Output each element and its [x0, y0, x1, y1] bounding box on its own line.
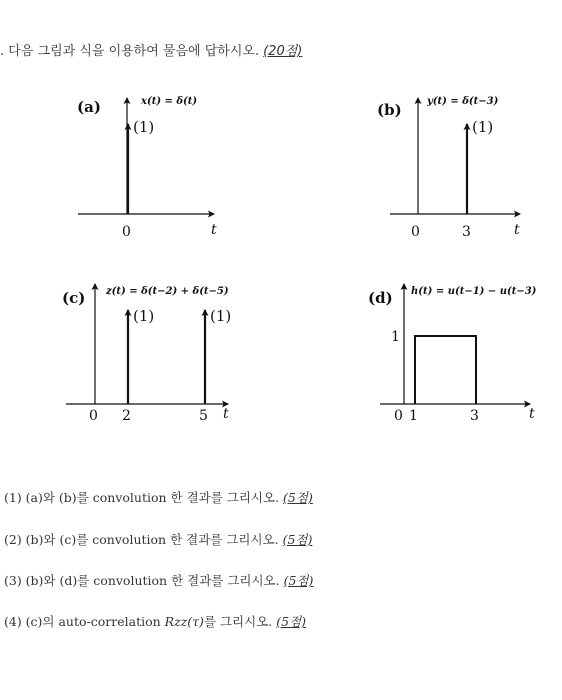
panel-d-axis-var: t: [529, 406, 535, 422]
panel-d-rectangular-pulse: [415, 336, 476, 404]
question-3: [4, 571, 313, 589]
question-3-text: (3) (b)와 (d)를 convolution 한 결과를 그리시오.: [4, 573, 280, 588]
panel-d-level-label: 1: [391, 329, 400, 345]
problem-header-text: . 다음 그림과 식을 이용하여 물음에 답하시오.: [0, 44, 260, 59]
panel-d-label: (d): [368, 289, 393, 307]
question-1: [4, 488, 313, 506]
question-4-prefix: (4) (c)의 auto-correlation: [4, 614, 161, 629]
panel-d-equation: h(t) = u(t−1) − u(t−3): [411, 286, 537, 297]
panel-d-tick-1: 1: [409, 408, 418, 424]
question-4-symbol: Rzz(τ): [164, 614, 204, 629]
panel-b-impulse-label: (1): [472, 118, 494, 136]
question-2-points: (5점): [282, 532, 313, 547]
panel-c-tick-0: 0: [89, 408, 98, 424]
panel-a-tick-0: 0: [122, 224, 131, 240]
question-2: [4, 530, 312, 548]
question-4-points: (5점): [276, 614, 307, 629]
panel-c-label: (c): [62, 289, 86, 307]
panel-b-tick-3: 3: [462, 224, 471, 240]
question-3-points: (5점): [283, 573, 314, 588]
panel-c-tick-5: 5: [199, 408, 208, 424]
panel-c-equation: z(t) = δ(t−2) + δ(t−5): [106, 286, 229, 297]
panel-d-tick-0: 0: [394, 408, 403, 424]
panel-c-impulse-label-2: (1): [210, 307, 232, 325]
question-2-text: (2) (b)와 (c)를 convolution 한 결과를 그리시오.: [4, 532, 279, 547]
panel-c-impulse-label-1: (1): [133, 307, 155, 325]
panel-c-axis-var: t: [223, 406, 229, 422]
panel-b: [377, 96, 520, 240]
panel-a-axis-var: t: [211, 222, 217, 238]
panel-a-equation: x(t) = δ(t): [141, 96, 198, 107]
panel-d: [368, 284, 537, 424]
panel-a-impulse-label: (1): [133, 118, 155, 136]
panel-a: [77, 96, 217, 240]
question-4: [4, 612, 306, 630]
panel-b-equation: y(t) = δ(t−3): [427, 96, 499, 107]
panel-b-label: (b): [377, 101, 402, 119]
panel-c-tick-2: 2: [122, 408, 131, 424]
panel-a-label: (a): [77, 98, 101, 116]
question-4-suffix: 를 그리시오.: [203, 614, 273, 629]
panel-c: [62, 284, 231, 424]
question-1-text: (1) (a)와 (b)를 convolution 한 결과를 그리시오.: [4, 490, 280, 505]
panel-d-tick-3: 3: [470, 408, 479, 424]
question-1-points: (5점): [283, 490, 313, 505]
panel-b-tick-0: 0: [411, 224, 420, 240]
panel-b-axis-var: t: [514, 222, 520, 238]
problem-points: (20점): [263, 44, 303, 59]
